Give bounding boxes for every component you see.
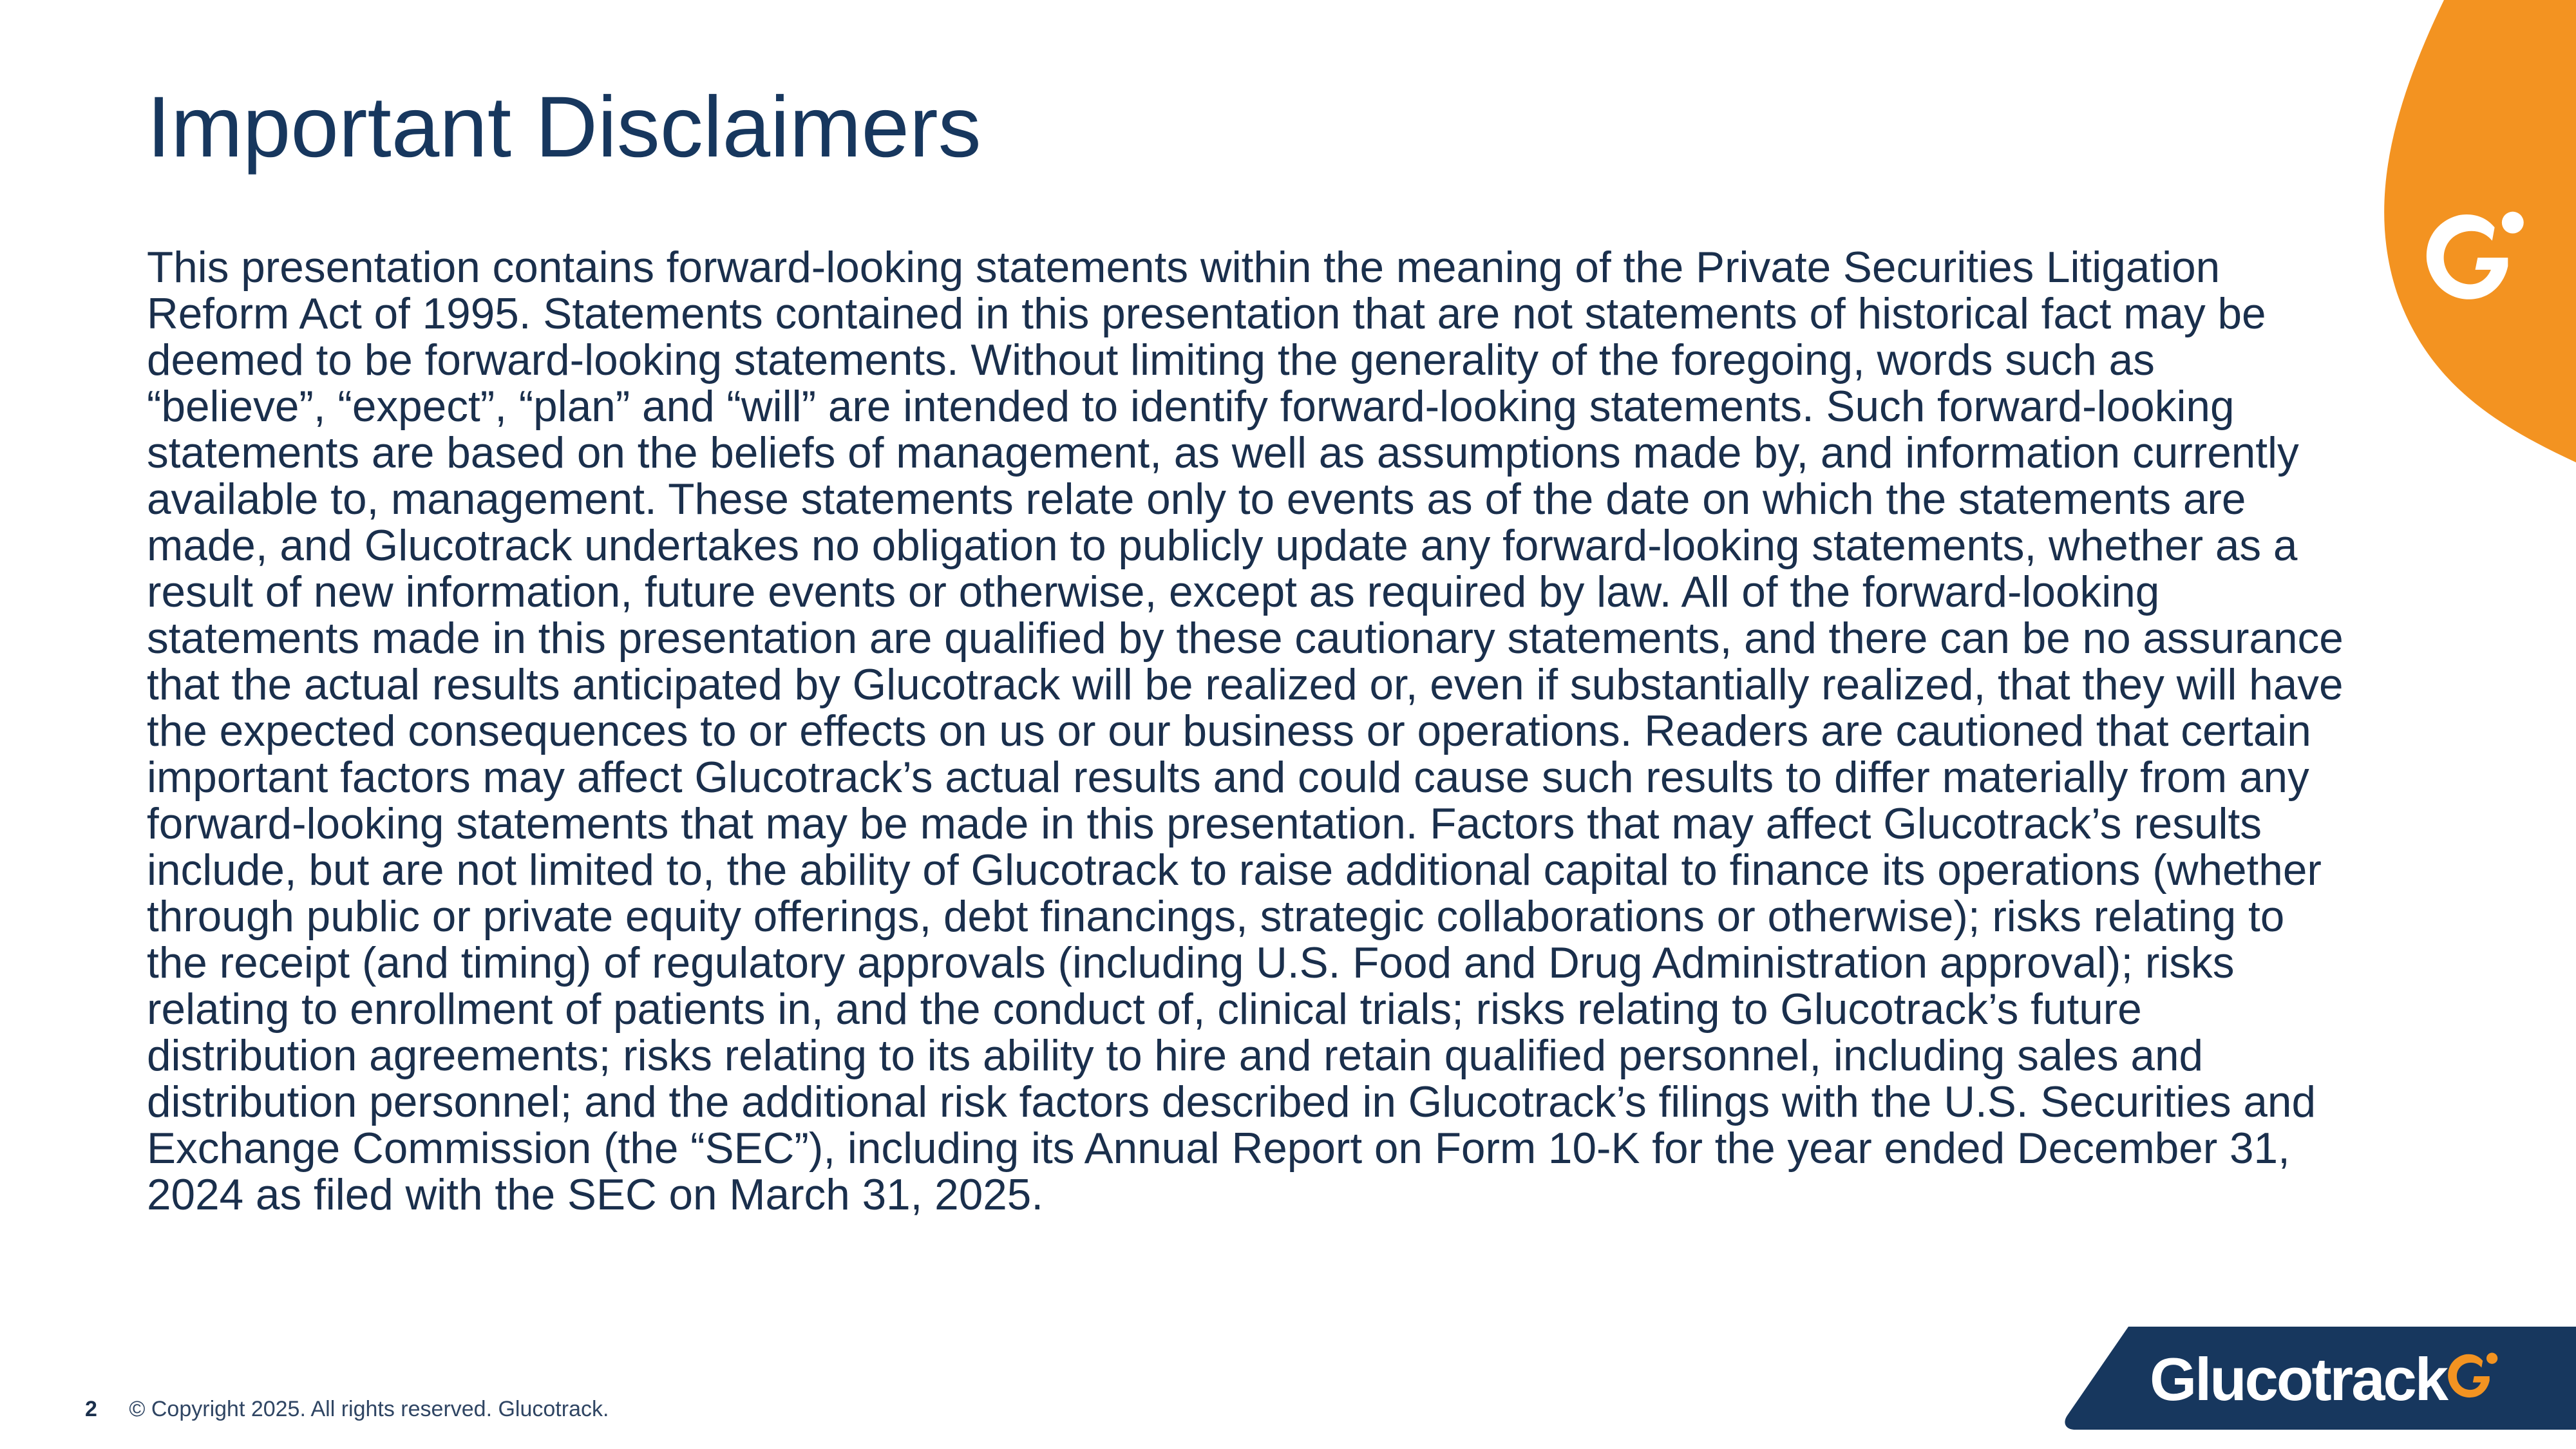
- disclaimer-line: statements are based on the beliefs of management, as well as assumptions made by, and information currently: [147, 429, 2299, 477]
- disclaimer-line: that the actual results anticipated by Glucotrack will be realized or, even if substantially realized, that they will have: [147, 661, 2344, 709]
- disclaimer-line: forward-looking statements that may be made in this presentation. Factors that may affect Glucotrack’s results: [147, 800, 2262, 848]
- disclaimer-line: include, but are not limited to, the ability of Glucotrack to raise additional capital to finance its operations (whether: [147, 846, 2322, 895]
- disclaimer-body: [147, 245, 2349, 1218]
- disclaimer-line: important factors may affect Glucotrack’s actual results and could cause such results to differ materially from any: [147, 753, 2309, 802]
- disclaimer-line: the expected consequences to or effects on us or our business or operations. Readers are cautioned that certain: [147, 707, 2311, 755]
- disclaimer-line: made, and Glucotrack undertakes no obligation to publicly update any forward-looking statements, whether as a: [147, 522, 2298, 570]
- page-number: 2: [85, 1397, 97, 1421]
- glucotrack-wordmark: Glucotrack: [2150, 1345, 2447, 1413]
- slide-footer: [85, 1396, 609, 1422]
- disclaimer-line: distribution agreements; risks relating to its ability to hire and retain qualified personnel, including sales and: [147, 1032, 2204, 1080]
- glucotrack-g-icon: [2410, 198, 2531, 319]
- disclaimer-line: “believe”, “expect”, “plan” and “will” are intended to identify forward-looking statements. Such forward-looking: [147, 383, 2235, 431]
- disclaimer-line: This presentation contains forward-looking statements within the meaning of the Private Securities Litigation: [147, 243, 2221, 292]
- disclaimer-line: 2024 as filed with the SEC on March 31, 2025.: [147, 1171, 1044, 1219]
- disclaimer-line: Reform Act of 1995. Statements contained in this presentation that are not statements of historical fact may be: [147, 290, 2266, 338]
- copyright-notice: © Copyright 2025. All rights reserved. Glucotrack.: [129, 1397, 609, 1421]
- disclaimer-line: result of new information, future events or otherwise, except as required by law. All of the forward-looking: [147, 568, 2160, 616]
- disclaimer-line: through public or private equity offerings, debt financings, strategic collaborations or otherwise); risks relating to: [147, 893, 2285, 941]
- disclaimer-line: available to, management. These statements relate only to events as of the date on which the statements are: [147, 475, 2246, 524]
- glucotrack-g-icon: [2439, 1346, 2501, 1408]
- disclaimer-line: the receipt (and timing) of regulatory approvals (including U.S. Food and Drug Administration approval); risks: [147, 939, 2235, 987]
- disclaimer-line: relating to enrollment of patients in, and the conduct of, clinical trials; risks relating to Glucotrack’s future: [147, 985, 2142, 1034]
- disclaimer-line: statements made in this presentation are qualified by these cautionary statements, and there can be no assurance: [147, 614, 2344, 663]
- page-title: Important Disclaimers: [147, 79, 981, 175]
- disclaimer-line: deemed to be forward-looking statements. Without limiting the generality of the foregoing, words such as: [147, 336, 2155, 384]
- disclaimer-line: distribution personnel; and the additional risk factors described in Glucotrack’s filings with the U.S. Securities and: [147, 1078, 2316, 1126]
- disclaimer-line: Exchange Commission (the “SEC”), including its Annual Report on Form 10-K for the year ended December 31,: [147, 1124, 2290, 1173]
